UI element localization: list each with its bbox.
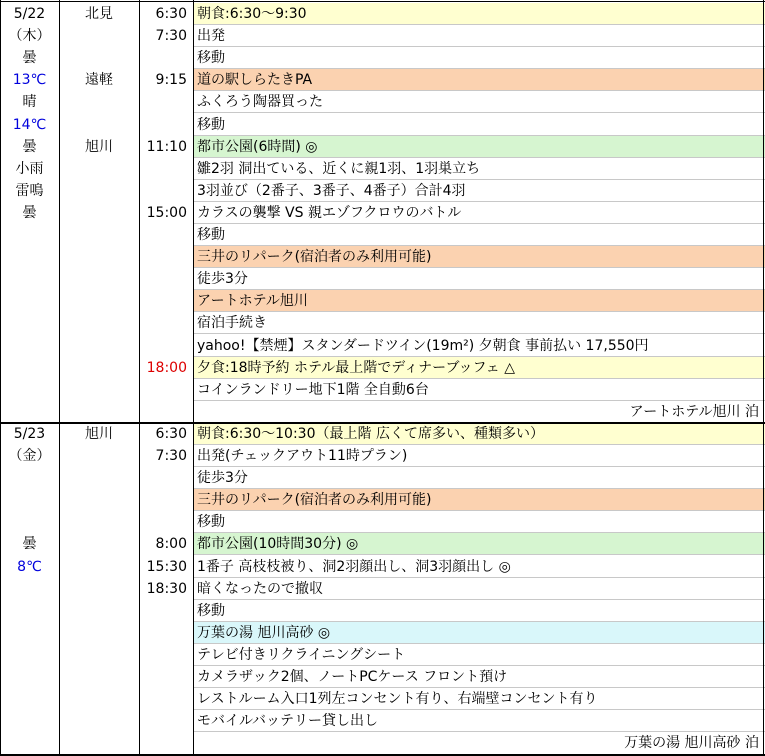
time-cell — [139, 224, 193, 246]
event-cell: 都市公園(6時間) ◎ — [193, 136, 765, 158]
table-row — [0, 467, 765, 489]
date-weather-cell — [0, 666, 59, 688]
date-weather-cell — [0, 489, 59, 511]
event-cell: 朝食:6:30〜9:30 — [193, 3, 765, 25]
place-cell — [59, 47, 139, 69]
table-row — [0, 710, 765, 732]
table-row — [0, 268, 765, 290]
table-row — [0, 688, 765, 710]
event-cell: 出発 — [193, 25, 765, 47]
time-cell — [139, 268, 193, 290]
date-weather-cell — [0, 335, 59, 357]
table-row — [0, 600, 765, 622]
date-weather-cell — [0, 467, 59, 489]
lodging-cell: アートホテル旭川 泊 — [629, 403, 759, 420]
place-cell — [59, 357, 139, 379]
table-row — [0, 423, 765, 445]
date-weather-cell: 曇 — [22, 204, 37, 221]
event-cell: 移動 — [193, 511, 765, 533]
event-cell: 移動 — [193, 47, 765, 69]
place-cell — [59, 114, 139, 136]
table-row — [0, 489, 765, 511]
place-cell — [59, 202, 139, 224]
place-cell — [59, 312, 139, 334]
event-cell: 三井のリパーク(宿泊者のみ利用可能) — [193, 246, 765, 268]
time-cell: 7:30 — [155, 28, 187, 45]
table-row — [0, 335, 765, 357]
date-weather-cell — [0, 622, 59, 644]
date-weather-cell — [0, 688, 59, 710]
event-cell: アートホテル旭川 — [193, 290, 765, 312]
date-weather-cell: 曇 — [22, 536, 37, 553]
place-cell — [59, 622, 139, 644]
event-cell: 三井のリパーク(宿泊者のみ利用可能) — [193, 489, 765, 511]
event-cell: 都市公園(10時間30分) ◎ — [193, 533, 765, 555]
date-weather-cell: 5/23 — [13, 425, 46, 442]
time-cell — [139, 246, 193, 268]
date-weather-cell: 5/22 — [13, 6, 46, 22]
place-cell — [59, 467, 139, 489]
table-row — [0, 511, 765, 533]
event-cell: カラスの襲撃 VS 親エゾフクロウのバトル — [193, 202, 765, 224]
place-cell — [59, 379, 139, 401]
date-weather-cell — [0, 246, 59, 268]
table-row — [0, 556, 765, 578]
table-row — [0, 357, 765, 379]
date-weather-cell — [0, 379, 59, 401]
time-cell — [139, 710, 193, 732]
time-cell — [139, 114, 193, 136]
time-cell: 6:30 — [155, 6, 187, 22]
place-cell — [59, 710, 139, 732]
time-cell — [139, 467, 193, 489]
time-cell — [139, 644, 193, 666]
place-cell: 旭川 — [85, 138, 113, 155]
place-cell — [59, 290, 139, 312]
event-cell: 1番子 高枝枝被り、洞2羽顔出し、洞3羽顔出し ◎ — [193, 556, 765, 578]
time-cell: 9:15 — [155, 72, 187, 89]
event-cell: 夕食:18時予約 ホテル最上階でディナーブッフェ △ — [193, 357, 765, 379]
time-cell: 11:10 — [146, 138, 187, 155]
place-cell — [59, 644, 139, 666]
table-row — [0, 202, 765, 224]
date-weather-cell — [0, 357, 59, 379]
table-row — [0, 533, 765, 555]
table-row — [0, 136, 765, 158]
table-row — [0, 666, 765, 688]
place-cell — [59, 556, 139, 578]
table-row — [0, 47, 765, 69]
place-cell — [59, 511, 139, 533]
date-weather-cell: 曇 — [22, 138, 37, 155]
date-weather-cell — [0, 578, 59, 600]
date-weather-cell — [0, 644, 59, 666]
event-cell: ふくろう陶器買った — [193, 91, 765, 113]
day-separator — [0, 422, 765, 424]
place-cell — [59, 688, 139, 710]
event-cell: 徒歩3分 — [193, 467, 765, 489]
event-cell: 移動 — [193, 224, 765, 246]
table-row — [0, 445, 765, 467]
place-cell — [59, 666, 139, 688]
column-divider — [193, 0, 194, 756]
event-cell: 朝食:6:30〜10:30（最上階 広くて席多い、種類多い） — [193, 423, 765, 445]
column-divider — [763, 0, 764, 756]
table-row — [0, 578, 765, 600]
time-cell: 8:00 — [155, 536, 187, 553]
event-cell: 宿泊手続き — [193, 312, 765, 334]
time-cell — [139, 379, 193, 401]
place-cell — [59, 25, 139, 47]
event-cell: レストルーム入口1列左コンセント有り、右端壁コンセント有り — [193, 688, 765, 710]
place-cell — [59, 268, 139, 290]
place-cell: 北見 — [85, 6, 113, 22]
stay-row — [0, 401, 765, 423]
time-cell — [139, 290, 193, 312]
time-cell — [139, 47, 193, 69]
time-cell — [139, 511, 193, 533]
event-cell: 雛2羽 洞出ている、近くに親1羽、1羽巣立ち — [193, 158, 765, 180]
time-cell — [139, 666, 193, 688]
table-row — [0, 25, 765, 47]
event-cell: 暗くなったので撤収 — [193, 578, 765, 600]
date-weather-cell: 雷鳴 — [15, 182, 44, 199]
date-weather-cell — [0, 600, 59, 622]
event-cell: 移動 — [193, 114, 765, 136]
table-row — [0, 312, 765, 334]
column-divider — [59, 0, 60, 756]
date-weather-cell: 曇 — [22, 50, 37, 67]
time-cell: 18:30 — [146, 580, 187, 597]
event-cell: 3羽並び（2番子、3番子、4番子）合計4羽 — [193, 180, 765, 202]
event-cell: 道の駅しらたきPA — [193, 69, 765, 91]
time-cell — [139, 600, 193, 622]
time-cell: 15:30 — [146, 558, 187, 575]
place-cell — [59, 600, 139, 622]
event-cell: 万葉の湯 旭川高砂 ◎ — [193, 622, 765, 644]
column-divider — [0, 0, 1, 756]
place-cell — [59, 335, 139, 357]
date-weather-cell — [0, 268, 59, 290]
table-row — [0, 224, 765, 246]
lodging-cell: 万葉の湯 旭川高砂 泊 — [624, 735, 759, 752]
time-cell — [139, 335, 193, 357]
table-row — [0, 91, 765, 113]
place-cell — [59, 180, 139, 202]
place-cell — [59, 445, 139, 467]
place-cell — [59, 489, 139, 511]
table-row — [0, 158, 765, 180]
time-cell — [139, 622, 193, 644]
date-weather-cell: 14℃ — [12, 116, 47, 133]
stay-row — [0, 732, 765, 754]
event-cell: コインランドリー地下1階 全自動6台 — [193, 379, 765, 401]
table-row — [0, 644, 765, 666]
event-cell: カメラザック2個、ノートPCケース フロント預け — [193, 666, 765, 688]
table-row — [0, 379, 765, 401]
date-weather-cell: （金） — [8, 448, 51, 464]
time-cell: 15:00 — [146, 204, 187, 221]
date-weather-cell: 8℃ — [17, 558, 42, 575]
time-cell — [139, 688, 193, 710]
table-row — [0, 246, 765, 268]
date-weather-cell: 小雨 — [15, 160, 44, 177]
table-row — [0, 3, 765, 25]
event-cell: モバイルバッテリー貸し出し — [193, 710, 765, 732]
date-weather-cell — [0, 224, 59, 246]
event-cell: 移動 — [193, 600, 765, 622]
table-row — [0, 69, 765, 91]
place-cell — [59, 158, 139, 180]
time-cell: 6:30 — [155, 425, 187, 442]
place-cell — [59, 224, 139, 246]
time-cell — [139, 91, 193, 113]
place-cell: 旭川 — [85, 425, 113, 442]
column-divider — [139, 0, 140, 756]
time-cell — [139, 489, 193, 511]
place-cell — [59, 533, 139, 555]
date-weather-cell — [0, 290, 59, 312]
place-cell — [59, 578, 139, 600]
time-cell: 18:00 — [146, 359, 187, 376]
time-cell — [139, 180, 193, 202]
time-cell: 7:30 — [155, 448, 187, 464]
event-cell: 出発(チェックアウト11時プラン) — [193, 445, 765, 467]
place-cell — [59, 246, 139, 268]
table-row — [0, 114, 765, 136]
date-weather-cell: 晴 — [22, 94, 37, 111]
date-weather-cell — [0, 312, 59, 334]
top-border — [0, 1, 765, 2]
time-cell — [139, 312, 193, 334]
table-row — [0, 290, 765, 312]
date-weather-cell — [0, 511, 59, 533]
event-cell: 徒歩3分 — [193, 268, 765, 290]
date-weather-cell: （木） — [8, 28, 51, 45]
table-row — [0, 622, 765, 644]
event-cell: yahoo!【禁煙】スタンダードツイン(19m²) 夕朝食 事前払い 17,550円 — [193, 335, 765, 357]
date-weather-cell: 13℃ — [12, 72, 47, 89]
table-row — [0, 180, 765, 202]
place-cell — [59, 91, 139, 113]
event-cell: テレビ付きリクライニングシート — [193, 644, 765, 666]
date-weather-cell — [0, 710, 59, 732]
place-cell: 遠軽 — [85, 72, 113, 89]
time-cell — [139, 158, 193, 180]
